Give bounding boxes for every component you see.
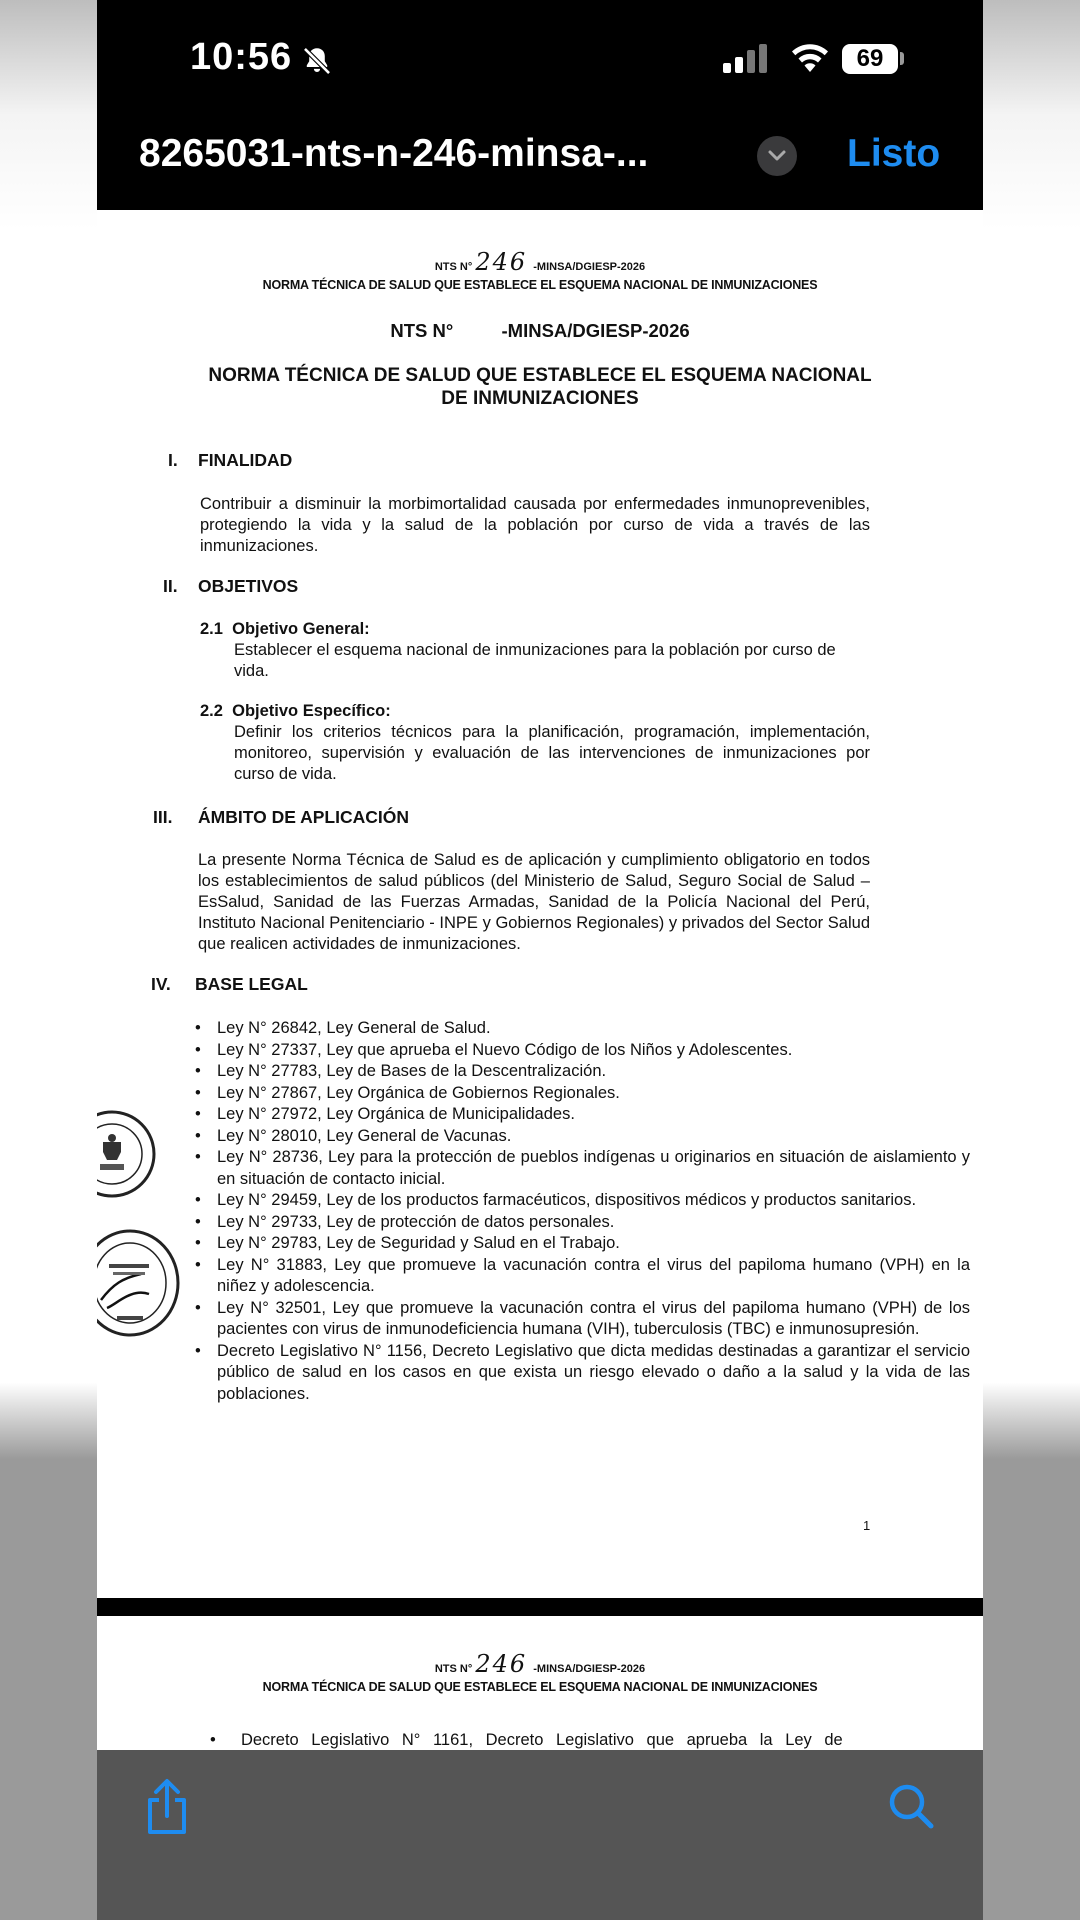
running-header-code (97, 1650, 983, 1678)
main-title-line-2: DE INMUNIZACIONES (441, 388, 639, 409)
header-code-prefix: NTS N° (434, 261, 473, 273)
objetivo-general-heading (200, 620, 370, 639)
section-title: OBJETIVOS (198, 576, 299, 596)
section-title: ÁMBITO DE APLICACIÓN (198, 807, 409, 827)
document-page-2 (97, 1616, 983, 1750)
subsection-title: Objetivo Específico: (232, 702, 391, 720)
official-seal-stamp-2 (97, 1228, 181, 1338)
ambito-paragraph: La presente Norma Técnica de Salud es de aplicación y cumplimiento obligatorio en todos los establecimientos de salud públicos (del Ministerio de Salud, Seguro Social de Salud – EsSalud, Sanidad de las Fuerzas Armadas, Sanidad de la Policía Nacional del Perú, Instituto Nacional Penitenciario - INPE y Gobiernos Regionales) y privados del Sector Salud que realicen actividades de inmunizaciones. (198, 851, 870, 953)
official-seal-stamp-1 (97, 1108, 157, 1200)
bell-slash-icon (300, 44, 334, 83)
section-title: BASE LEGAL (195, 974, 308, 994)
running-header-code (97, 248, 983, 276)
document-nav-bar (97, 118, 983, 210)
list-item: • Ley N° 28736, Ley para la protección de pueblos indígenas u originarios en situación de aislamiento y en situación de contacto inicial. (195, 1147, 970, 1190)
list-item: • Ley N° 27337, Ley que aprueba el Nuevo Código de los Niños y Adolescentes. (195, 1040, 970, 1062)
list-item: • Ley N° 27972, Ley Orgánica de Municipalidades. (195, 1104, 970, 1126)
list-item: • Decreto Legislativo N° 1156, Decreto Legislativo que dicta medidas destinadas a garantizar el servicio público de salud en los casos en que exista un riesgo elevado o daño a la salud y la vida de las poblaciones. (195, 1341, 970, 1406)
phone-screen (97, 0, 983, 1920)
done-button[interactable]: Listo (847, 132, 941, 175)
header-code-prefix: NTS N° (434, 1663, 473, 1675)
section-number: II. (163, 576, 178, 596)
list-item: • Ley N° 27867, Ley Orgánica de Gobiernos Regionales. (195, 1083, 970, 1105)
main-code-suffix: -MINSA/DGIESP-2026 (501, 320, 690, 341)
running-header-title: NORMA TÉCNICA DE SALUD QUE ESTABLECE EL ESQUEMA NACIONAL DE INMUNIZACIONES (262, 278, 818, 292)
objetivo-general-text: Establecer el esquema nacional de inmunizaciones para la población por curso de vida. (234, 641, 836, 680)
search-icon[interactable] (887, 1782, 935, 1835)
list-item: • Ley N° 27783, Ley de Bases de la Descentralización. (195, 1061, 970, 1083)
document-title[interactable]: 8265031-nts-n-246-minsa-... (139, 132, 649, 175)
share-icon[interactable] (142, 1778, 192, 1841)
list-item: • Ley N° 29459, Ley de los productos farmacéuticos, dispositivos médicos y productos sanitarios. (195, 1190, 970, 1212)
list-item-partial: • Decreto Legislativo N° 1161, Decreto Legislativo que aprueba la Ley de (210, 1731, 843, 1749)
status-time: 10:56 (190, 36, 293, 78)
handwritten-number: 246 (475, 1650, 528, 1678)
list-item: • Ley N° 31883, Ley que promueve la vacunación contra el virus del papiloma humano (VPH) en la niñez y adolescencia. (195, 1255, 970, 1298)
section-number: IV. (151, 974, 171, 994)
main-title-line-1: NORMA TÉCNICA DE SALUD QUE ESTABLECE EL ESQUEMA NACIONAL (208, 365, 872, 386)
objetivo-especifico-heading (200, 702, 391, 721)
subsection-number: 2.2 (200, 702, 223, 720)
list-item: • Ley N° 32501, Ley que promueve la vacunación contra el virus del papiloma humano (VPH) de los pacientes con virus de inmunodeficiencia humana (VIH), tuberculosis (TBC) e inmunosupresión. (195, 1298, 970, 1341)
list-item: • Ley N° 26842, Ley General de Salud. (195, 1018, 970, 1040)
battery-cap (900, 52, 904, 65)
list-item-text: Decreto Legislativo N° 1161, Decreto Legislativo que aprueba la Ley de (240, 1731, 843, 1749)
list-item: • Ley N° 29733, Ley de protección de datos personales. (195, 1212, 970, 1234)
section-number: I. (168, 450, 178, 470)
handwritten-number: 246 (475, 248, 528, 276)
section-title: FINALIDAD (198, 450, 293, 470)
list-item: • Ley N° 28010, Ley General de Vacunas. (195, 1126, 970, 1148)
chevron-down-icon[interactable] (757, 136, 797, 176)
bottom-toolbar (97, 1750, 983, 1920)
main-code-prefix: NTS N° (390, 320, 454, 341)
subsection-title: Objetivo General: (232, 620, 370, 638)
section-number: III. (153, 807, 173, 827)
wifi-icon (790, 42, 830, 79)
subsection-number: 2.1 (200, 620, 223, 638)
document-page-1 (97, 210, 983, 1598)
page-number: 1 (863, 1518, 871, 1533)
cellular-signal-icon (723, 44, 771, 79)
main-title (97, 364, 983, 410)
main-code (97, 320, 983, 342)
background-blur-left (0, 0, 97, 1920)
finalidad-paragraph: Contribuir a disminuir la morbimortalidad causada por enfermedades inmunoprevenibles, protegiendo la vida y la salud de la población por curso de vida a través de las inmunizaciones. (200, 495, 870, 555)
status-bar (97, 0, 983, 110)
header-code-suffix: -MINSA/DGIESP-2026 (533, 1663, 646, 1675)
background-blur-right (983, 0, 1080, 1920)
battery-icon: 69 (842, 44, 898, 74)
running-header-title: NORMA TÉCNICA DE SALUD QUE ESTABLECE EL ESQUEMA NACIONAL DE INMUNIZACIONES (262, 1680, 818, 1694)
base-legal-list (195, 1018, 970, 1405)
list-item: • Ley N° 29783, Ley de Seguridad y Salud en el Trabajo. (195, 1233, 970, 1255)
header-code-suffix: -MINSA/DGIESP-2026 (533, 261, 646, 273)
objetivo-especifico-text: Definir los criterios técnicos para la planificación, programación, implementación, monitoreo, supervisión y evaluación de las intervenciones de inmunizaciones por curso de vida. (234, 723, 870, 783)
